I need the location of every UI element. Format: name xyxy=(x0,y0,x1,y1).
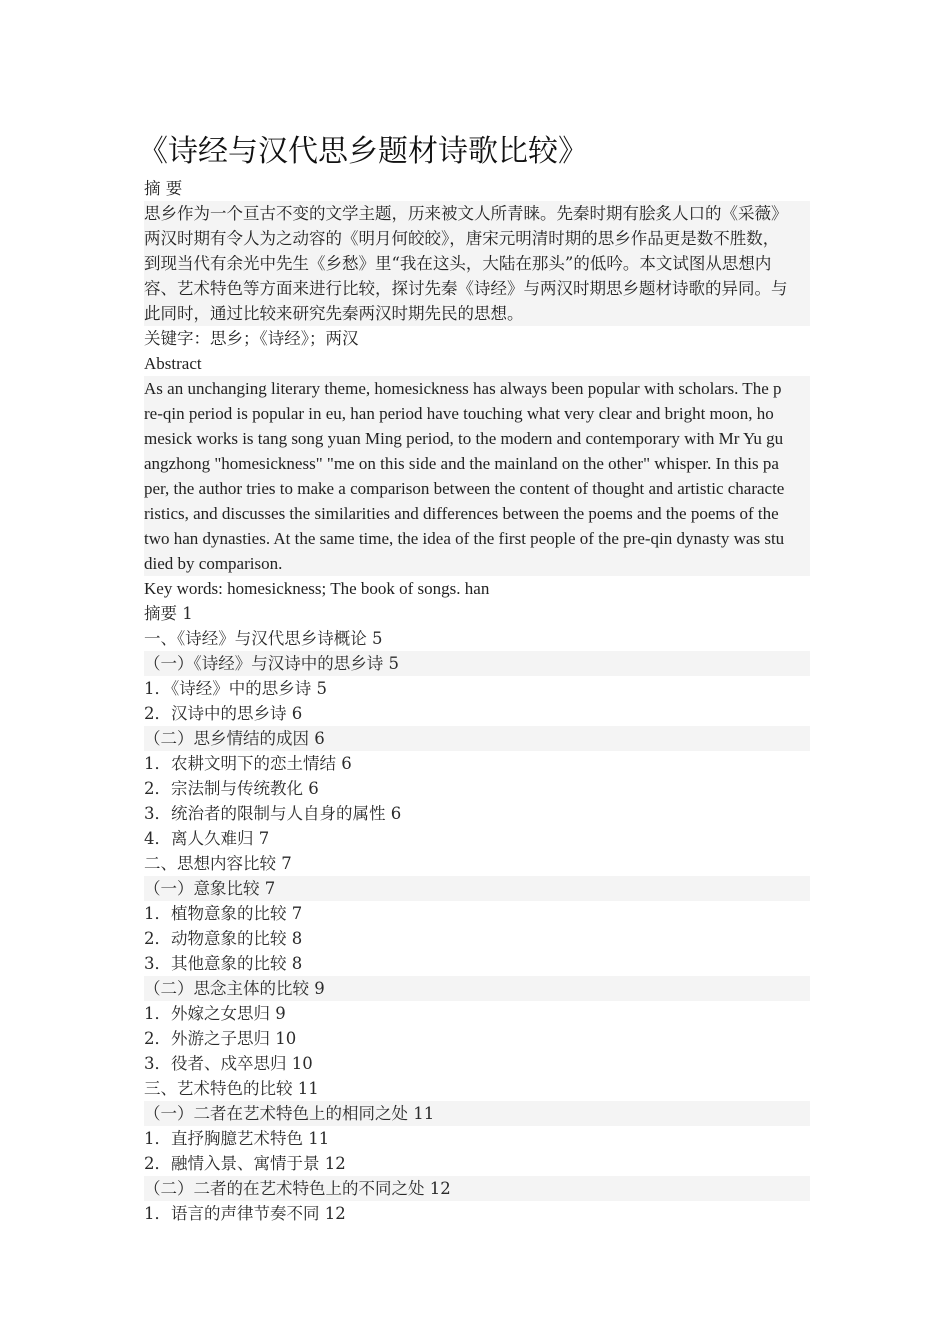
document-page xyxy=(138,128,810,1226)
abstract-en-line: died by comparison. xyxy=(144,554,283,573)
toc-entry: 1．农耕文明下的恋土情结 6 xyxy=(144,754,352,773)
abstract-en-line: re-qin period is popular in eu, han period have touching what very clear and bright moon, ho xyxy=(144,404,774,423)
abstract-cn-line: 到现当代有余光中先生《乡愁》里“我在这头，大陆在那头”的低吟。本文试图从思想内 xyxy=(144,254,772,273)
toc-entry: 3．统治者的限制与人自身的属性 6 xyxy=(144,804,402,823)
toc-entry: 2．汉诗中的思乡诗 6 xyxy=(144,704,303,723)
abstract-en-line: angzhong "homesickness" "me on this side and the mainland on the other" whisper. In this pa xyxy=(144,454,779,473)
toc-entry: （一）《诗经》与汉诗中的思乡诗 5 xyxy=(144,651,810,676)
toc-entry: 1．直抒胸臆艺术特色 11 xyxy=(144,1129,330,1148)
toc-entry: 摘要 1 xyxy=(144,604,193,623)
toc-entry: 二、思想内容比较 7 xyxy=(144,854,292,873)
toc-entry: 2．外游之子思归 10 xyxy=(144,1029,297,1048)
toc-entry: 2．融情入景、寓情于景 12 xyxy=(144,1154,346,1173)
abstract-cn-line: 容、艺术特色等方面来进行比较，探讨先秦《诗经》与两汉时期思乡题材诗歌的异同。与 xyxy=(144,279,788,298)
toc-entry: （一）二者在艺术特色上的相同之处 11 xyxy=(144,1101,810,1126)
toc-entry: 3．役者、戍卒思归 10 xyxy=(144,1054,313,1073)
keywords-en: Key words: homesickness; The book of songs. han xyxy=(144,579,490,598)
keywords-cn: 关键字：思乡；《诗经》；两汉 xyxy=(144,329,359,348)
abstract-en-line: ristics, and discusses the similarities and differences between the poems and the poems of the xyxy=(144,504,779,523)
abstract-en-line: per, the author tries to make a comparison between the content of thought and artistic characte xyxy=(144,479,785,498)
toc-entry: 3．其他意象的比较 8 xyxy=(144,954,303,973)
abstract-en-line: mesick works is tang song yuan Ming period, to the modern and contemporary with Mr Yu gu xyxy=(144,429,784,448)
abstract-heading: 摘 要 xyxy=(144,179,183,198)
abstract-en-paragraph xyxy=(144,376,810,576)
toc-entry: （二）思念主体的比较 9 xyxy=(144,976,810,1001)
toc-entry: （二）二者的在艺术特色上的不同之处 12 xyxy=(144,1176,810,1201)
toc-entry: 1．《诗经》中的思乡诗 5 xyxy=(144,679,327,698)
toc-entry: 1．外嫁之女思归 9 xyxy=(144,1004,286,1023)
toc-entry: 4．离人久难归 7 xyxy=(144,829,270,848)
toc-entry: （二）思乡情结的成因 6 xyxy=(144,726,810,751)
abstract-en-line: two han dynasties. At the same time, the idea of the first people of the pre-qin dynasty was stu xyxy=(144,529,785,548)
table-of-contents xyxy=(144,601,810,1226)
toc-entry: 1．语言的声律节奏不同 12 xyxy=(144,1204,346,1223)
toc-entry: 1．植物意象的比较 7 xyxy=(144,904,303,923)
toc-entry: 2．动物意象的比较 8 xyxy=(144,929,303,948)
abstract-cn-line: 两汉时期有令人为之动容的《明月何皎皎》，唐宋元明清时期的思乡作品更是数不胜数， xyxy=(144,229,780,248)
abstract-cn-line: 思乡作为一个亘古不变的文学主题，历来被文人所青睐。先秦时期有脍炙人口的《采薇》 xyxy=(144,204,788,223)
toc-entry: 2．宗法制与传统教化 6 xyxy=(144,779,319,798)
toc-entry: 三、艺术特色的比较 11 xyxy=(144,1079,319,1098)
toc-entry: （一）意象比较 7 xyxy=(144,876,810,901)
document-title: 《诗经与汉代思乡题材诗歌比较》 xyxy=(138,134,588,169)
abstract-en-heading: Abstract xyxy=(144,354,202,373)
abstract-cn-line: 此同时，通过比较来研究先秦两汉时期先民的思想。 xyxy=(144,304,524,323)
toc-entry: 一、《诗经》与汉代思乡诗概论 5 xyxy=(144,629,383,648)
abstract-en-line: As an unchanging literary theme, homesickness has always been popular with scholars. The p xyxy=(144,379,782,398)
abstract-cn-paragraph xyxy=(144,201,810,326)
